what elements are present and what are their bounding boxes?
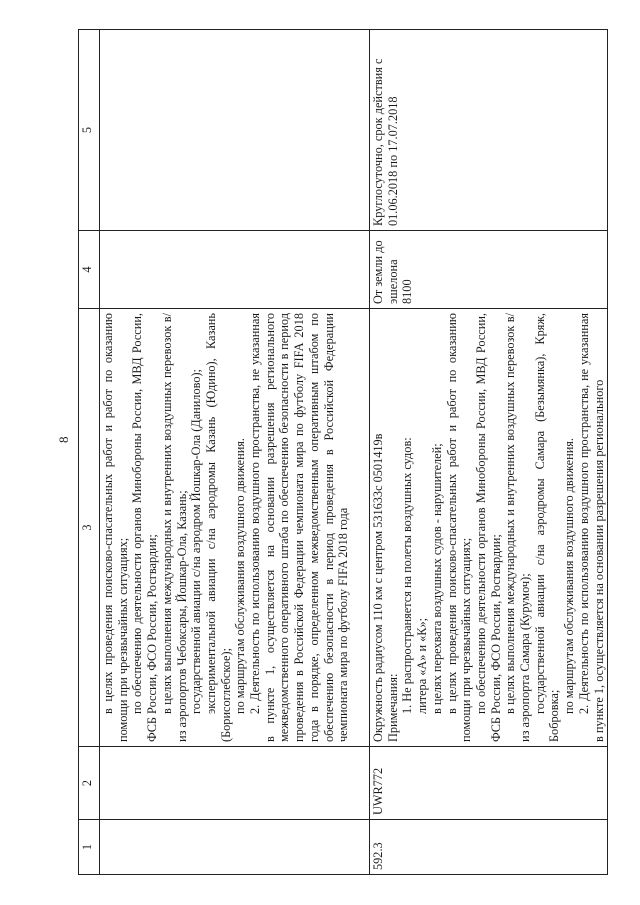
number-cell: 592.3 [370,820,608,875]
list-item: 2. Деятельность по использованию воздушного пространства, не указанная в пункте 1, осуществляется на основании разрешения регионального [576,313,606,742]
header-cell: 4 [79,231,100,309]
header-row [79,30,100,875]
list-item: по обеспечению деятельности органов Минобороны России, МВД России, ФСБ России, ФСО России, Росгвардии; [130,313,160,742]
header-cell: 2 [79,747,100,820]
list-item: в целях проведения поисково-спасательных работ и работ по оказанию помощи при чрезвычайных ситуациях; [101,313,130,742]
number-cell [100,820,370,875]
time-cell [100,30,370,231]
list-item: в целях выполнения международных и внутренних воздушных перевозок в/из аэропорта Самара (Курумоч); [503,313,533,742]
description-cell [370,309,608,747]
list-item: по обеспечению деятельности органов Минобороны России, МВД России, ФСБ России, ФСО России, Росгвардии; [473,313,503,742]
table-row [370,30,608,875]
header-cell: 1 [79,820,100,875]
list-item: государственной авиации с/на аэродром Йошкар-Ола (Данилово); [189,369,204,714]
altitude-cell [100,231,370,309]
page-number: 8 [56,436,71,443]
list-item: в целях выполнения международных и внутренних воздушных перевозок в/из аэропортов Чебоксары, Йошкар-Ола, Казань; [159,313,189,742]
list-item: в целях проведения поисково-спасательных работ и работ по оказанию помощи при чрезвычайных ситуациях; [444,313,474,742]
time-cell: Круглосуточно, срок действия с 01.06.2018 по 17.07.2018 [370,30,608,231]
description-cell [100,309,370,747]
list-item: Окружность радиусом 110 км с центром 531633с 0501419в [371,433,385,742]
code-cell: UWR772 [370,747,608,820]
list-item: по маршрутам обслуживания воздушного движения. [233,437,248,714]
header-cell: 5 [79,30,100,231]
header-cell: 3 [79,309,100,747]
code-cell [100,747,370,820]
list-item: 2. Деятельность по использованию воздушного пространства, не указанная в пункте 1, осуществляется на основании разрешения регионального межведомственного оперативного штаба по обеспечению безопасности в период проведения в Российской Федерации чемпионата мира по футболу FIFA 2018 года в порядке, определенном межведомственным оперативным штабом по обеспечению безопасности в период проведения в Российской Федерации чемпионата мира по футболу FIFA 2018 года [248,313,351,742]
list-item: в целях перехвата воздушных судов - нарушителей; [429,443,444,714]
list-item: литера «А» и «К»; [415,617,430,714]
list-item: 1. Не распространяется на полеты воздушных судов: [400,437,415,714]
altitude-cell: От земли до эшелона 8100 [370,231,608,309]
restrictions-table [78,29,608,875]
list-item: по маршрутам обслуживания воздушного движения. [562,437,577,714]
table-row [100,30,370,875]
list-item: государственной авиации с/на аэродромы Самара (Безымянка), Кряж, Бобровка; [532,313,562,742]
list-item: экспериментальной авиации с/на аэродромы Казань (Юдино), Казань (Борисоглебское); [203,313,233,742]
list-item: Примечания: [385,673,400,742]
